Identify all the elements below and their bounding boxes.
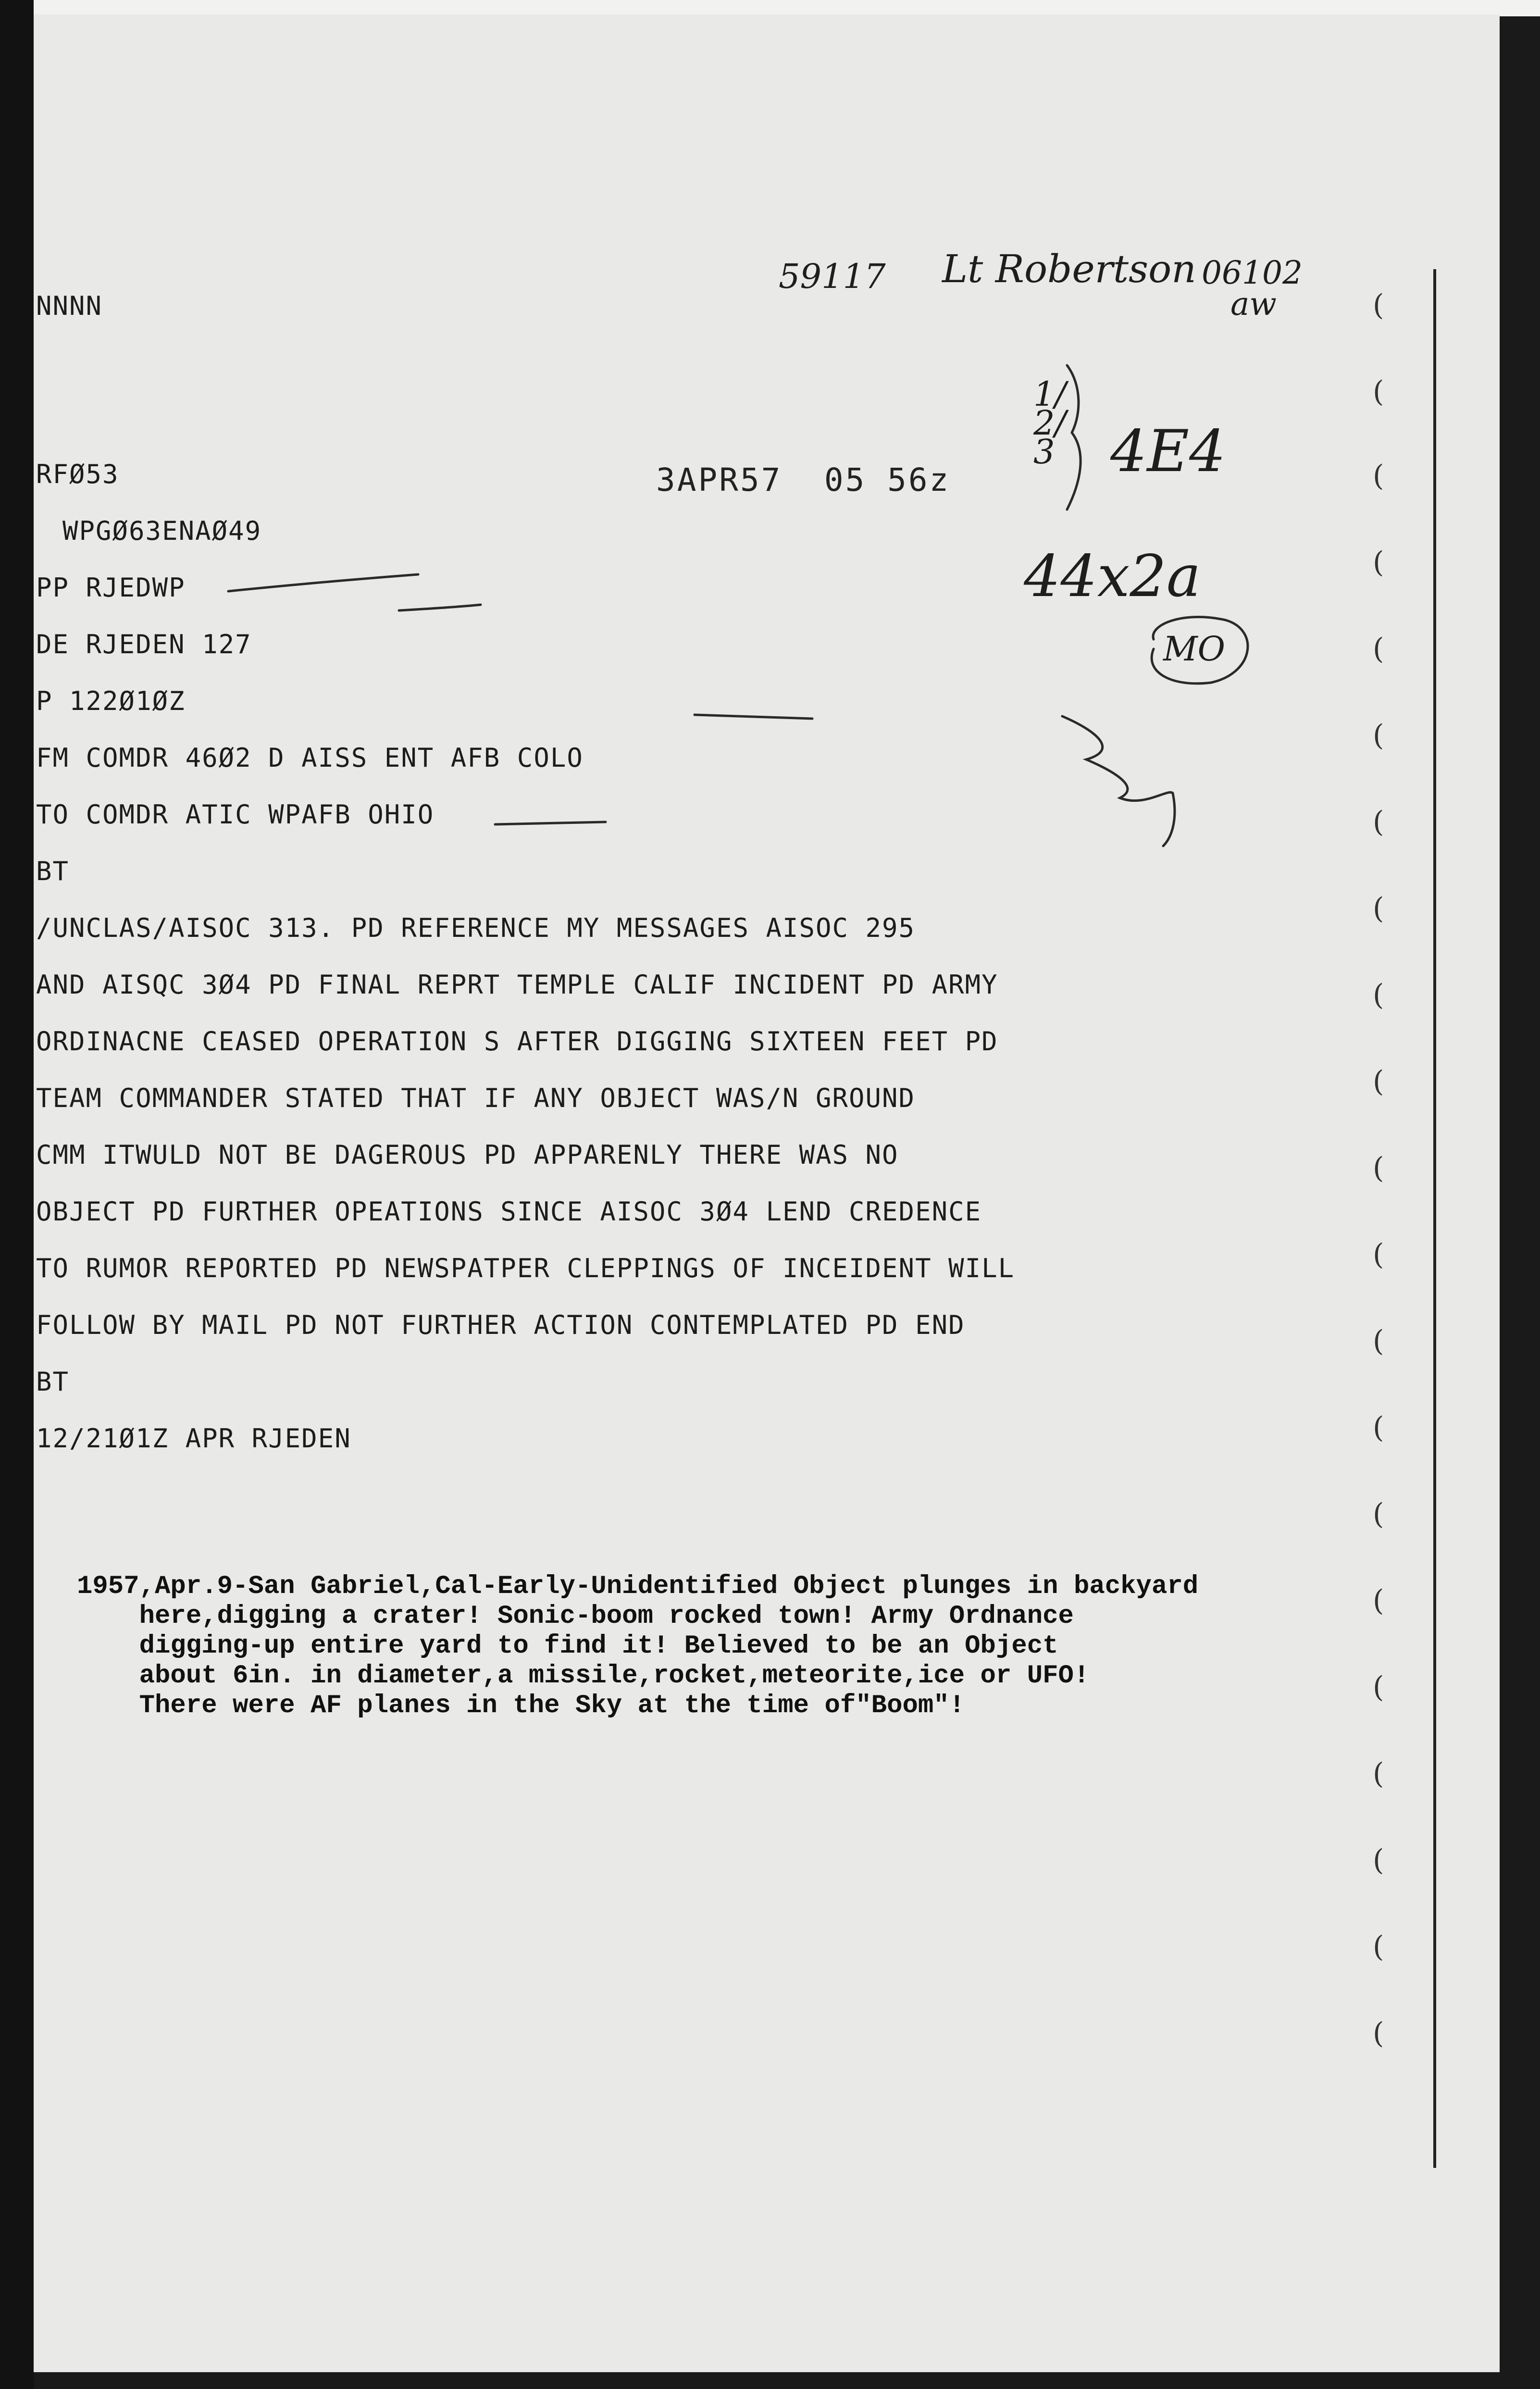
- teletype-line: OBJECT PD FURTHER OPEATIONS SINCE AISOC 3Ø4 LEND CREDENCE: [36, 1196, 982, 1227]
- clipping-line: about 6in. in diameter,a missile,rocket,meteorite,ice or UFO!: [77, 1661, 1090, 1691]
- initials-note: aw: [1230, 286, 1277, 323]
- bracket-mark: (: [1373, 632, 1384, 666]
- circled-initials: MO: [1163, 629, 1226, 669]
- teletype-line: 12/21Ø1Z APR RJEDEN: [36, 1423, 351, 1454]
- bracket-mark: (: [1373, 1930, 1384, 1964]
- teletype-line: CMM ITWULD NOT BE DAGEROUS PD APPARENLY THERE WAS NO: [36, 1140, 899, 1170]
- bracket-mark: (: [1373, 719, 1384, 752]
- bracket-mark: (: [1373, 1843, 1384, 1877]
- clipping-line: here,digging a crater! Sonic-boom rocked town! Army Ordnance: [77, 1602, 1074, 1631]
- bracket-mark: (: [1373, 1757, 1384, 1791]
- file-number-note: 59117: [779, 257, 886, 296]
- bracket-mark: (: [1373, 1151, 1384, 1185]
- underline-stroke: [695, 715, 812, 719]
- bracket-mark: (: [1373, 805, 1384, 839]
- teletype-line: FM COMDR 46Ø2 D AISS ENT AFB COLO: [36, 743, 584, 773]
- bracket-mark: (: [1373, 2016, 1384, 2050]
- bracket-mark: (: [1373, 1238, 1384, 1271]
- received-stamp: 3APR57 05 56z: [656, 461, 951, 498]
- clipping-line: digging-up entire yard to find it! Believed to be an Object: [77, 1631, 1058, 1661]
- bracket-stroke: [1067, 365, 1080, 510]
- teletype-line: BT: [36, 856, 70, 886]
- bracket-mark: (: [1373, 288, 1384, 322]
- teletype-line: FOLLOW BY MAIL PD NOT FURTHER ACTION CONTEMPLATED PD END: [36, 1310, 965, 1340]
- teletype-line: ORDINACNE CEASED OPERATION S AFTER DIGGING SIXTEEN FEET PD: [36, 1026, 998, 1057]
- bracket-mark: (: [1373, 1497, 1384, 1531]
- officer-note: Lt Robertson: [942, 247, 1196, 291]
- check-stroke: [1062, 716, 1175, 846]
- teletype-line: BT: [36, 1367, 70, 1397]
- date-note: 06102: [1202, 254, 1303, 291]
- bracket-mark: (: [1373, 1065, 1384, 1098]
- clipping-line: There were AF planes in the Sky at the time of"Boom"!: [77, 1691, 965, 1720]
- teletype-line: AND AISQC 3Ø4 PD FINAL REPRT TEMPLE CALIF INCIDENT PD ARMY: [36, 970, 998, 1000]
- underline-stroke: [399, 605, 481, 610]
- teletype-line: PP RJEDWP: [36, 572, 186, 603]
- bracket-mark: (: [1373, 459, 1384, 493]
- bracket-mark: (: [1373, 375, 1384, 409]
- clipping-line: 1957,Apr.9-San Gabriel,Cal-Early-Unidentified Object plunges in backyard: [77, 1572, 1199, 1601]
- underline-stroke: [228, 574, 418, 591]
- teletype-line: P 122Ø1ØZ: [36, 686, 186, 716]
- teletype-line: WPGØ63ENAØ49: [62, 516, 262, 546]
- teletype-line: TO COMDR ATIC WPAFB OHIO: [36, 799, 435, 830]
- bracket-mark: (: [1373, 1324, 1384, 1358]
- teletype-line: TO RUMOR REPORTED PD NEWSPATPER CLEPPINGS OF INCEIDENT WILL: [36, 1253, 1015, 1283]
- routing-note: 44x2a: [1024, 543, 1201, 610]
- bracket-mark: (: [1373, 1411, 1384, 1444]
- bracket-mark: (: [1373, 1670, 1384, 1704]
- teletype-line: DE RJEDEN 127: [36, 629, 252, 659]
- underline-stroke: [495, 822, 606, 824]
- routing-code: 4E4: [1110, 418, 1226, 485]
- bracket-mark: (: [1373, 978, 1384, 1012]
- bracket-mark: (: [1373, 1584, 1384, 1618]
- teletype-line: /UNCLAS/AISOC 313. PD REFERENCE MY MESSAGES AISOC 295: [36, 913, 916, 943]
- bracket-mark: (: [1373, 892, 1384, 925]
- teletype-line: NNNN: [36, 291, 103, 321]
- teletype-line: TEAM COMMANDER STATED THAT IF ANY OBJECT WAS/N GROUND: [36, 1083, 916, 1113]
- circle-mark: [1152, 617, 1248, 684]
- bracket-mark: (: [1373, 546, 1384, 579]
- routing-fraction: 1/2/3: [1033, 374, 1067, 472]
- teletype-line: RFØ53: [36, 459, 119, 489]
